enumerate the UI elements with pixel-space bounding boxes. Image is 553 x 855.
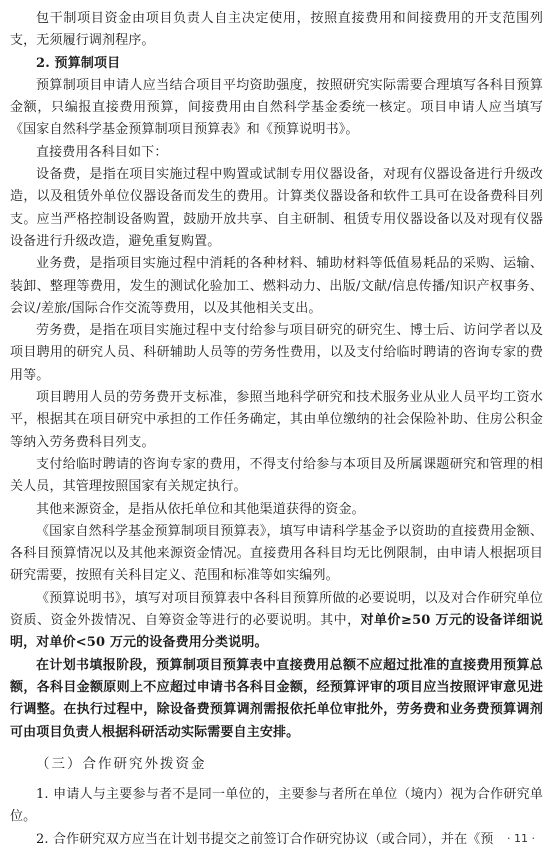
- section-heading-cooperative-funds: （三）合作研究外拨资金: [36, 755, 207, 772]
- paragraph-budget-applicant: 预算制项目申请人应当结合项目平均资助强度，按照研究实际需要合理填写各科目预算金额，只编报直接费用预算，间接费用由自然科学基金委统一核定。项目申请人应当填写《国家自然科学基金预算制项目预算表》和《预算说明书》。: [10, 77, 543, 138]
- budget-explanation-text: 《预算说明书》，填写对项目预算表中各科目预算所做的必要说明，以及对合作研究单位资质、资金外拨情况、自筹资金等进行的必要说明。其中，: [10, 590, 543, 629]
- paragraph-labor-fee: 劳务费，是指在项目实施过程中支付给参与项目研究的研究生、博士后、访问学者以及项目聘用的研究人员、科研辅助人员等的劳务性费用，以及支付给临时聘请的咨询专家的费用等。: [10, 323, 543, 383]
- paragraph-budget-explanation: [10, 588, 543, 655]
- list-item: 2. 合作研究双方应当在计划书提交之前签订合作研究协议（或合同），并在《预: [36, 831, 494, 847]
- budget-explanation-bold-text: 对单价≥50 万元的设备详细说明，对单价<50 万元的设备费用分类说明。: [10, 613, 544, 651]
- paragraph-other-funds: 其他来源资金，是指从依托单位和其他渠道获得的资金。: [36, 501, 365, 517]
- list-item: 1. 申请人与主要参与者不是同一单位的，主要参与者所在单位（境内）视为合作研究单位。: [10, 787, 543, 825]
- paragraph-plan-stage-adjustment: 在计划书填报阶段，预算制项目预算表中直接费用总额不应超过批准的直接费用预算总额，各科目金额原则上不应超过申请书各科目金额，经预算评审的项目应当按照评审意见进行调整。在执行过程中，除设备费预算调剂需报依托单位审批外，劳务费和业务费预算调剂可由项目负责人根据科研活动实际需要自主安排。: [10, 657, 543, 740]
- paragraph-hired-staff-labor: 项目聘用人员的劳务费开支标准，参照当地科学研究和技术服务业从业人员平均工资水平，根据其在项目研究中承担的工作任务确定，其由单位缴纳的社会保险补助、住房公积金等纳入劳务费科目列支。: [10, 390, 543, 450]
- page-number: · 11 ·: [507, 832, 535, 845]
- paragraph-direct-cost-items: 直接费用各科目如下：: [36, 144, 168, 160]
- document-page: [10, 8, 543, 851]
- paragraph-equipment-fee: 设备费，是指在项目实施过程中购置或试制专用仪器设备，对现有仪器设备进行升级改造，以及租赁外单位仪器设备而发生的费用。计算类仪器设备和软件工具可在设备费科目列支。应当严格控制设备购置，鼓励开放共享、自主研制、租赁专用仪器设备以及对现有仪器设备进行升级改造，避免重复购置。: [10, 167, 543, 249]
- paragraph-consultant-fee: 支付给临时聘请的咨询专家的费用，不得支付给参与本项目及所属课题研究和管理的相关人员，其管理按照国家有关规定执行。: [10, 456, 543, 495]
- paragraph-budget-table: 《国家自然科学基金预算制项目预算表》，填写申请科学基金予以资助的直接费用金额、各科目预算情况以及其他来源资金情况。直接费用各科目均无比例限制，由申请人根据项目研究需要，按照有关科目定义、范围和标准等如实编列。: [10, 523, 543, 584]
- subheading-budget-project: 2. 预算制项目: [36, 55, 121, 71]
- paragraph-business-fee: 业务费，是指项目实施过程中消耗的各种材料、辅助材料等低值易耗品的采购、运输、装卸、整理等费用，发生的测试化验加工、燃料动力、出版/文献/信息传播/知识产权事务、会议/差旅/国际合作交流等费用，以及其他相关支出。: [10, 256, 543, 316]
- paragraph-lump-sum-funds: 包干制项目资金由项目负责人自主决定使用，按照直接费用和间接费用的开支范围列支，无须履行调剂程序。: [10, 11, 543, 49]
